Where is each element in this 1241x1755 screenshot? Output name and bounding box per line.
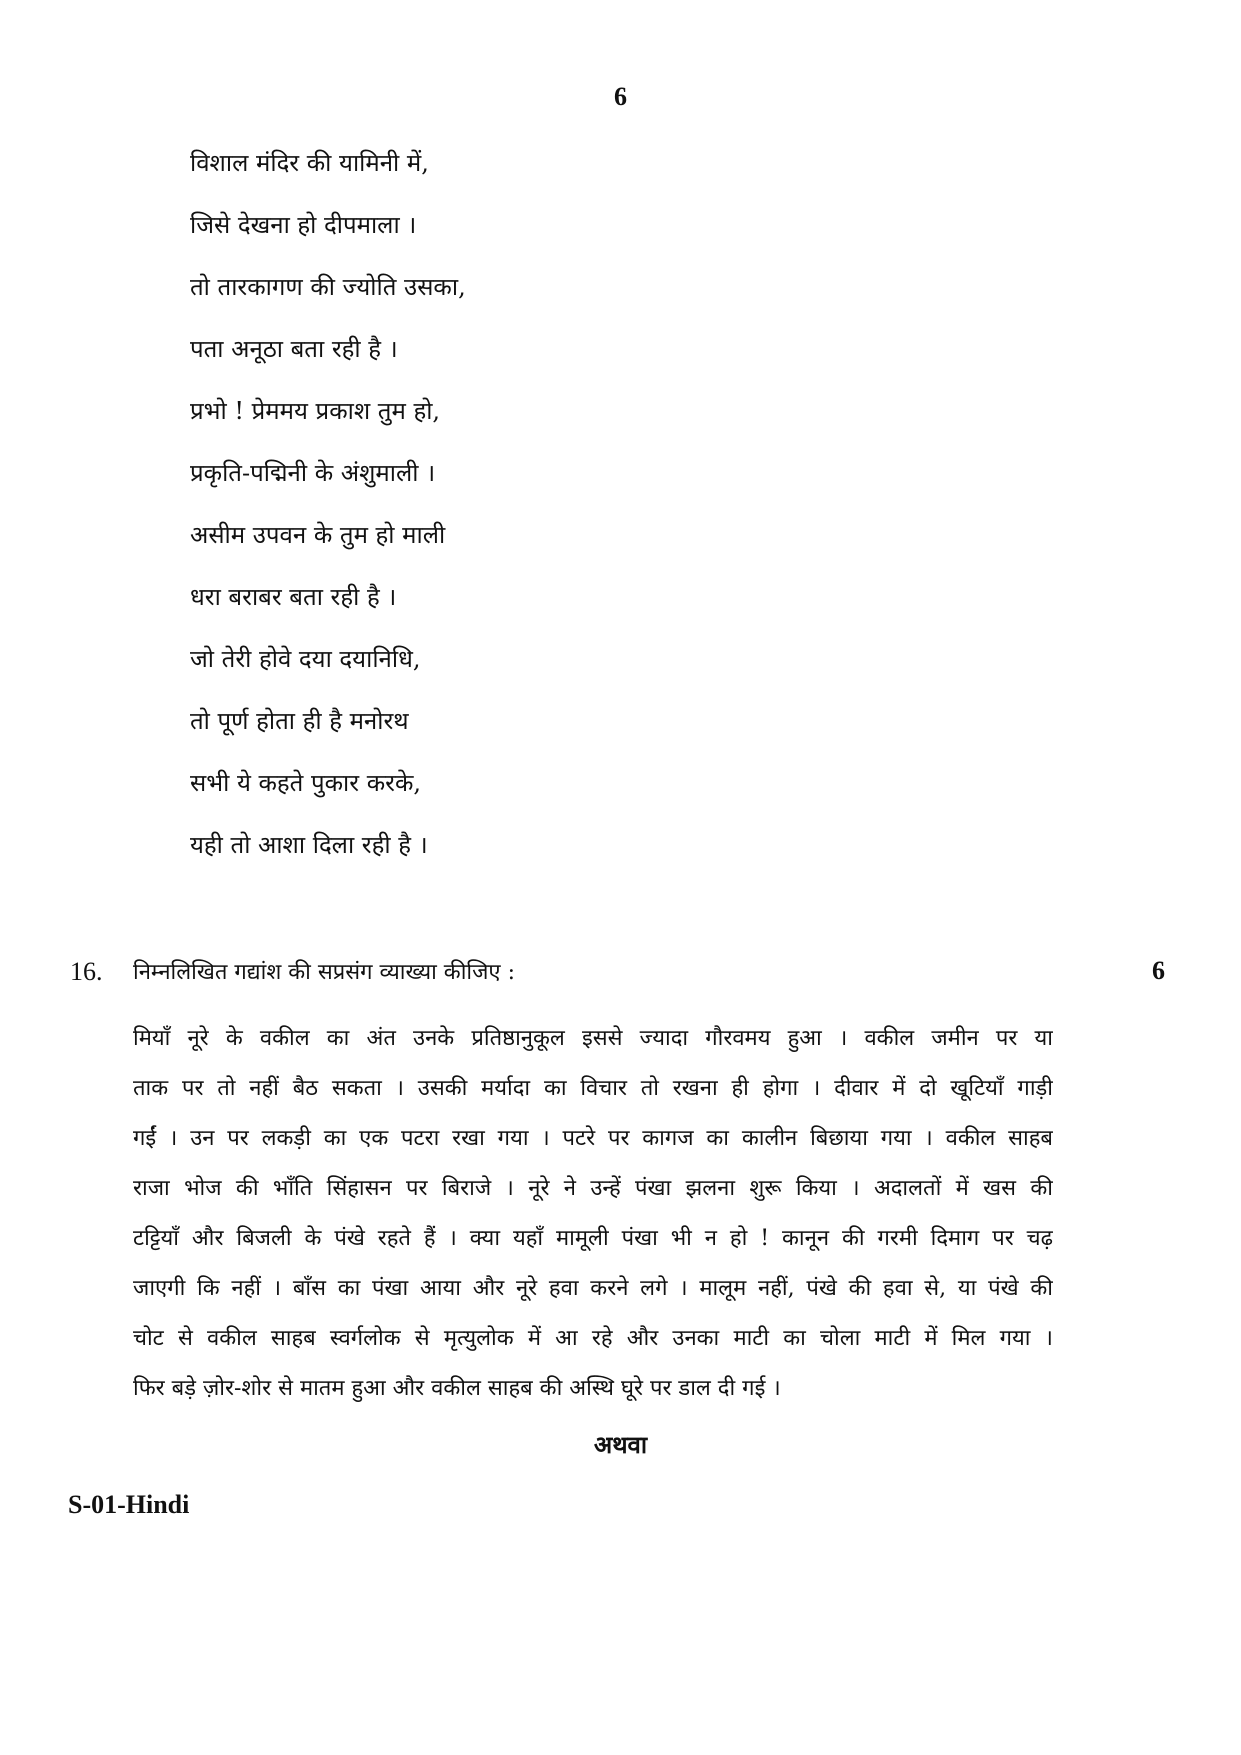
passage-line: गईं । उन पर लकड़ी का एक पटरा रखा गया । पटरे पर कागज का कालीन बिछाया गया । वकील साहब — [133, 1126, 1053, 1151]
paper-code: S-01-Hindi — [68, 1490, 190, 1519]
poem-line: विशाल मंदिर की यामिनी में, — [190, 149, 429, 177]
poem-line: जो तेरी होवे दया दयानिधि, — [190, 645, 421, 673]
passage-line: टट्टियाँ और बिजली के पंखे रहते हैं । क्या यहाँ मामूली पंखा भी न हो ! कानून की गरमी दिमाग पर चढ़ — [133, 1226, 1053, 1251]
poem-line: सभी ये कहते पुकार करके, — [190, 769, 422, 797]
question-number: 16. — [70, 957, 103, 986]
page-number: 6 — [614, 82, 627, 111]
poem-line: धरा बराबर बता रही है । — [190, 583, 397, 611]
passage-line: राजा भोज की भाँति सिंहासन पर बिराजे । नूरे ने उन्हें पंखा झलना शुरू किया । अदालतों में खस की — [133, 1176, 1053, 1201]
poem-line: तो पूर्ण होता ही है मनोरथ — [190, 707, 409, 735]
passage-line: फिर बड़े ज़ोर-शोर से मातम हुआ और वकील साहब की अस्थि घूरे पर डाल दी गई । — [133, 1376, 781, 1401]
poem-line: यही तो आशा दिला रही है । — [190, 831, 428, 859]
poem-line: प्रकृति-पद्मिनी के अंशुमाली । — [190, 459, 436, 487]
question-marks: 6 — [1152, 956, 1165, 985]
passage-line: ताक पर तो नहीं बैठ सकता । उसकी मर्यादा का विचार तो रखना ही होगा । दीवार में दो खूटियाँ गाड़ी — [133, 1076, 1053, 1101]
poem-line: प्रभो ! प्रेममय प्रकाश तुम हो, — [190, 397, 441, 425]
passage-line: जाएगी कि नहीं । बाँस का पंखा आया और नूरे हवा करने लगे । मालूम नहीं, पंखे की हवा से, या पंखे की — [133, 1276, 1053, 1301]
prose-passage — [133, 1014, 1053, 1414]
poem-line: जिसे देखना हो दीपमाला । — [190, 211, 417, 239]
poem — [190, 140, 466, 884]
passage-line: मियाँ नूरे के वकील का अंत उनके प्रतिष्ठानुकूल इससे ज्यादा गौरवमय हुआ । वकील जमीन पर या — [133, 1026, 1053, 1051]
poem-line: तो तारकागण की ज्योति उसका, — [190, 273, 466, 301]
passage-line: चोट से वकील साहब स्वर्गलोक से मृत्युलोक में आ रहे और उनका माटी का चोला माटी में मिल गया । — [133, 1326, 1053, 1351]
poem-line: पता अनूठा बता रही है । — [190, 335, 398, 363]
or-separator: अथवा — [593, 1430, 648, 1459]
question-prompt: निम्नलिखित गद्यांश की सप्रसंग व्याख्या कीजिए : — [133, 960, 515, 985]
poem-line: असीम उपवन के तुम हो माली — [190, 521, 446, 549]
